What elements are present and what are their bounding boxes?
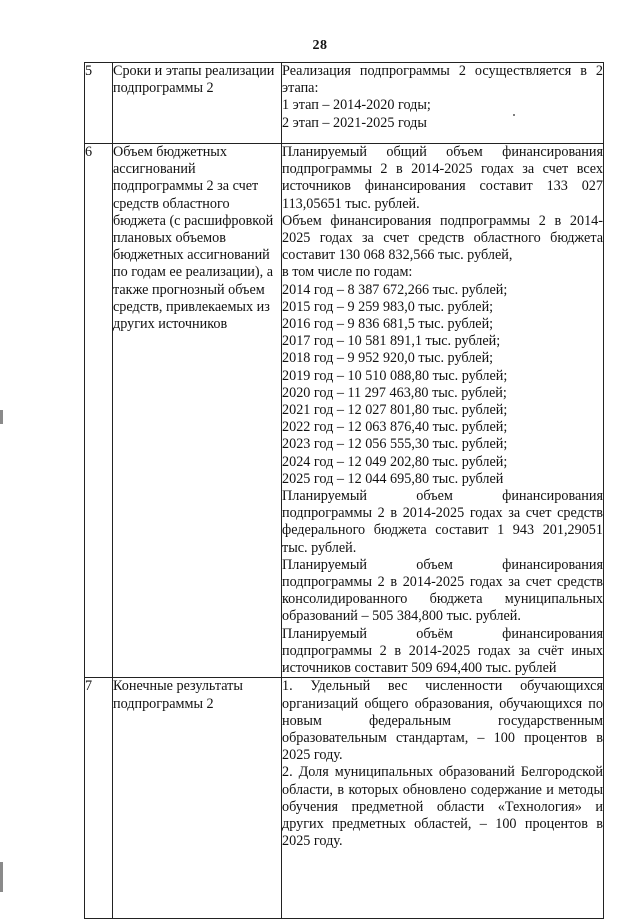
regional-funding-text: Объем финансирования подпрограммы 2 в 2014-2025 годах за счет средств областного бюджета составит 130 068 832,566 тыс. рублей, [282, 212, 603, 264]
stage-item: 1 этап – 2014-2020 годы; [282, 97, 431, 114]
year-funding-item: 2021 год – 12 027 801,80 тыс. рублей; [282, 402, 508, 419]
stage-item: 2 этап – 2021-2025 годы [282, 114, 427, 131]
table-row [85, 678, 604, 919]
passport-table [84, 62, 604, 919]
row-title: Конечные результаты подпрограммы 2 [113, 678, 282, 919]
year-funding-item: 2015 год – 9 259 983,0 тыс. рублей; [282, 298, 494, 315]
year-funding-item: 2022 год – 12 063 876,40 тыс. рублей; [282, 419, 508, 436]
year-funding-item: 2025 год – 12 044 695,80 тыс. рублей [282, 470, 504, 487]
page-number: 28 [312, 38, 328, 53]
stages-intro: Реализация подпрограммы 2 осуществляется в 2 этапа: [282, 63, 603, 97]
scan-edge-mark [0, 862, 3, 892]
year-funding-item: 2018 год – 9 952 920,0 тыс. рублей; [282, 350, 494, 367]
other-funding-text: Планируемый объём финансирования подпрограммы 2 в 2014-2025 годах за счёт иных источников составит 509 694,400 тыс. рублей [282, 625, 603, 677]
year-funding-item: 2024 год – 12 049 202,80 тыс. рублей; [282, 453, 508, 470]
row-number: 7 [85, 678, 113, 919]
year-funding-item: 2023 год – 12 056 555,30 тыс. рублей; [282, 436, 508, 453]
row-title: Объем бюджетных ассигнований подпрограммы 2 за счет средств областного бюджета (с расшифровкой плановых объемов бюджетных ассигнований по годам ее реализации), а также прогнозный объем средств, привлекаемых из других источников [113, 144, 282, 678]
scan-speck [513, 114, 515, 116]
total-funding-text: Планируемый общий объем финансирования подпрограммы 2 в 2014-2025 годах за счет всех источников финансирования составит 133 027 113,05651 тыс. рублей. [282, 144, 603, 212]
table-row [85, 63, 604, 144]
municipal-funding-text: Планируемый объем финансирования подпрограммы 2 в 2014-2025 годах за счет средств консолидированного бюджета муниципальных образований – 505 384,800 тыс. рублей. [282, 556, 603, 625]
year-funding-item: 2014 год – 8 387 672,266 тыс. рублей; [282, 281, 508, 298]
row-number: 5 [85, 63, 113, 144]
year-funding-item: 2016 год – 9 836 681,5 тыс. рублей; [282, 316, 494, 333]
result-item: 1. Удельный вес численности обучающихся организаций общего образования, обучающихся по новым федеральным государственным образовательным стандартам, – 100 процентов в 2025 году. [282, 678, 603, 764]
scan-edge-mark [0, 410, 3, 424]
year-funding-item: 2019 год – 10 510 088,80 тыс. рублей; [282, 367, 508, 384]
row-content [282, 678, 604, 919]
year-funding-item: 2017 год – 10 581 891,1 тыс. рублей; [282, 333, 501, 350]
row-title: Сроки и этапы реализации подпрограммы 2 [113, 63, 282, 144]
row-content [282, 63, 604, 144]
table-row [85, 144, 604, 678]
row-content [282, 144, 604, 678]
result-item: 2. Доля муниципальных образований Белгородской области, в которых обновлено содержание и методы обучения предметной области «Технология» и других предметных областей, – 100 процентов в 2025 году. [282, 764, 603, 850]
row-number: 6 [85, 144, 113, 678]
years-intro: в том числе по годам: [282, 264, 413, 281]
federal-funding-text: Планируемый объем финансирования подпрограммы 2 в 2014-2025 годах за счет средств федерального бюджета составит 1 943 201,29051 тыс. рублей. [282, 488, 603, 556]
year-funding-item: 2020 год – 11 297 463,80 тыс. рублей; [282, 384, 507, 401]
